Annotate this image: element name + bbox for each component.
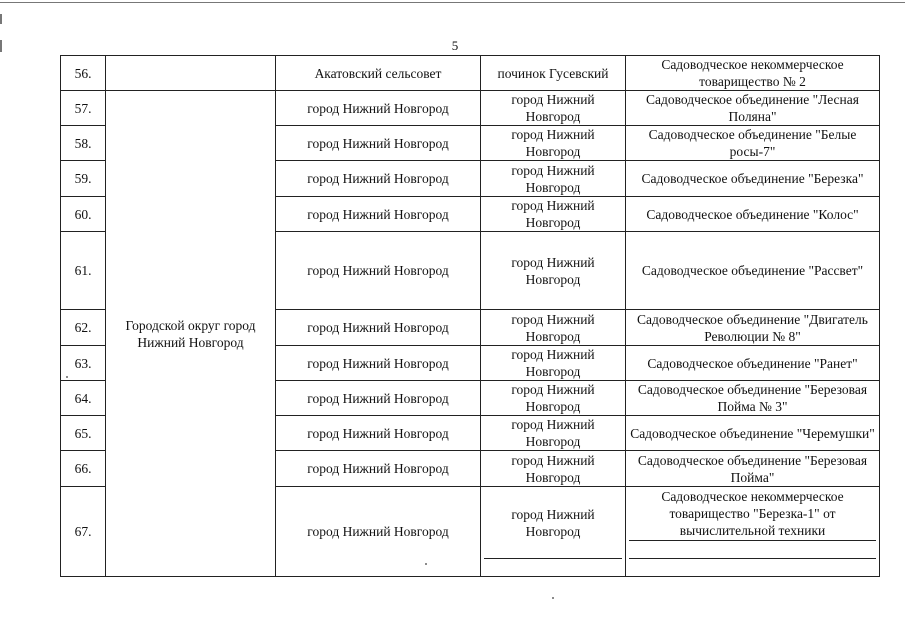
organization-cell: Садоводческое некоммерческое товарищество № 2 xyxy=(626,56,880,91)
locality-cell: город Нижний Новгород xyxy=(276,346,481,381)
row-number: 61. xyxy=(61,232,106,310)
organization-cell: Садоводческое объединение "Лесная Поляна" xyxy=(626,91,880,126)
row-number: 62. xyxy=(61,310,106,346)
organization-cell: Садоводческое объединение "Черемушки" xyxy=(626,416,880,451)
row-number: 60. xyxy=(61,197,106,232)
organization-cell: Садоводческое объединение "Березовая Пойма № 3" xyxy=(626,381,880,416)
locality-cell: город Нижний Новгород xyxy=(276,451,481,487)
scan-edge-mark xyxy=(0,14,2,24)
scan-speck xyxy=(425,563,427,565)
settlement-cell: город Нижний Новгород xyxy=(481,416,626,451)
scan-speck xyxy=(66,376,68,378)
row-number: 64. xyxy=(61,381,106,416)
settlement-cell: город Нижний Новгород xyxy=(481,126,626,161)
row-number: 57. xyxy=(61,91,106,126)
organization-cell: Садоводческое объединение "Березка" xyxy=(626,161,880,197)
organization-cell: Садоводческое объединение "Березовая Пойма" xyxy=(626,451,880,487)
locality-cell: город Нижний Новгород xyxy=(276,232,481,310)
settlement-cell: город Нижний Новгород xyxy=(481,197,626,232)
locality-cell: город Нижний Новгород xyxy=(276,416,481,451)
page-number: 5 xyxy=(451,38,459,53)
district-cell xyxy=(106,56,276,91)
settlement-cell: город Нижний Новгород xyxy=(481,232,626,310)
organization-cell: Садоводческое объединение "Ранет" xyxy=(626,346,880,381)
locality-cell: город Нижний Новгород xyxy=(276,310,481,346)
locality-cell: город Нижний Новгород xyxy=(276,381,481,416)
settlement-cell: город Нижний Новгород xyxy=(481,381,626,416)
row-number: 58. xyxy=(61,126,106,161)
settlement-cell: город Нижний Новгород xyxy=(481,161,626,197)
scan-edge-mark xyxy=(0,40,2,52)
settlement-cell: город Нижний Новгород xyxy=(481,451,626,487)
registry-table xyxy=(60,55,880,577)
scan-top-rule xyxy=(0,2,905,3)
row-number: 59. xyxy=(61,161,106,197)
row-number: 66. xyxy=(61,451,106,487)
settlement-cell: починок Гусевский xyxy=(481,56,626,91)
empty-subcell xyxy=(629,558,876,576)
row-number: 56. xyxy=(61,56,106,91)
locality-cell: город Нижний Новгород xyxy=(276,126,481,161)
table-row xyxy=(61,56,880,91)
locality-cell: город Нижний Новгород xyxy=(276,487,481,577)
empty-subcell xyxy=(629,540,876,558)
settlement-cell: город Нижний Новгород xyxy=(481,91,626,126)
row-number: 65. xyxy=(61,416,106,451)
organization-cell: Садоводческое объединение "Двигатель Революции № 8" xyxy=(626,310,880,346)
organization-text: Садоводческое некоммерческое товарищество "Березка-1" от вычислительной техники xyxy=(661,489,844,538)
settlement-cell: город Нижний Новгород xyxy=(481,310,626,346)
settlement-cell xyxy=(481,487,626,577)
district-merged-cell: Городской округ город Нижний Новгород xyxy=(106,91,276,577)
locality-cell: город Нижний Новгород xyxy=(276,91,481,126)
row-number: 63. xyxy=(61,346,106,381)
organization-cell: Садоводческое объединение "Рассвет" xyxy=(626,232,880,310)
locality-cell: город Нижний Новгород xyxy=(276,161,481,197)
settlement-cell: город Нижний Новгород xyxy=(481,346,626,381)
scan-speck xyxy=(552,597,554,599)
table-row xyxy=(61,91,880,126)
row-number: 67. xyxy=(61,487,106,577)
locality-cell: город Нижний Новгород xyxy=(276,197,481,232)
organization-cell xyxy=(626,487,880,577)
locality-cell: Акатовский сельсовет xyxy=(276,56,481,91)
settlement-text: город Нижний Новгород xyxy=(511,506,595,539)
organization-cell: Садоводческое объединение "Колос" xyxy=(626,197,880,232)
empty-subcell xyxy=(484,558,622,576)
organization-cell: Садоводческое объединение "Белые росы-7" xyxy=(626,126,880,161)
